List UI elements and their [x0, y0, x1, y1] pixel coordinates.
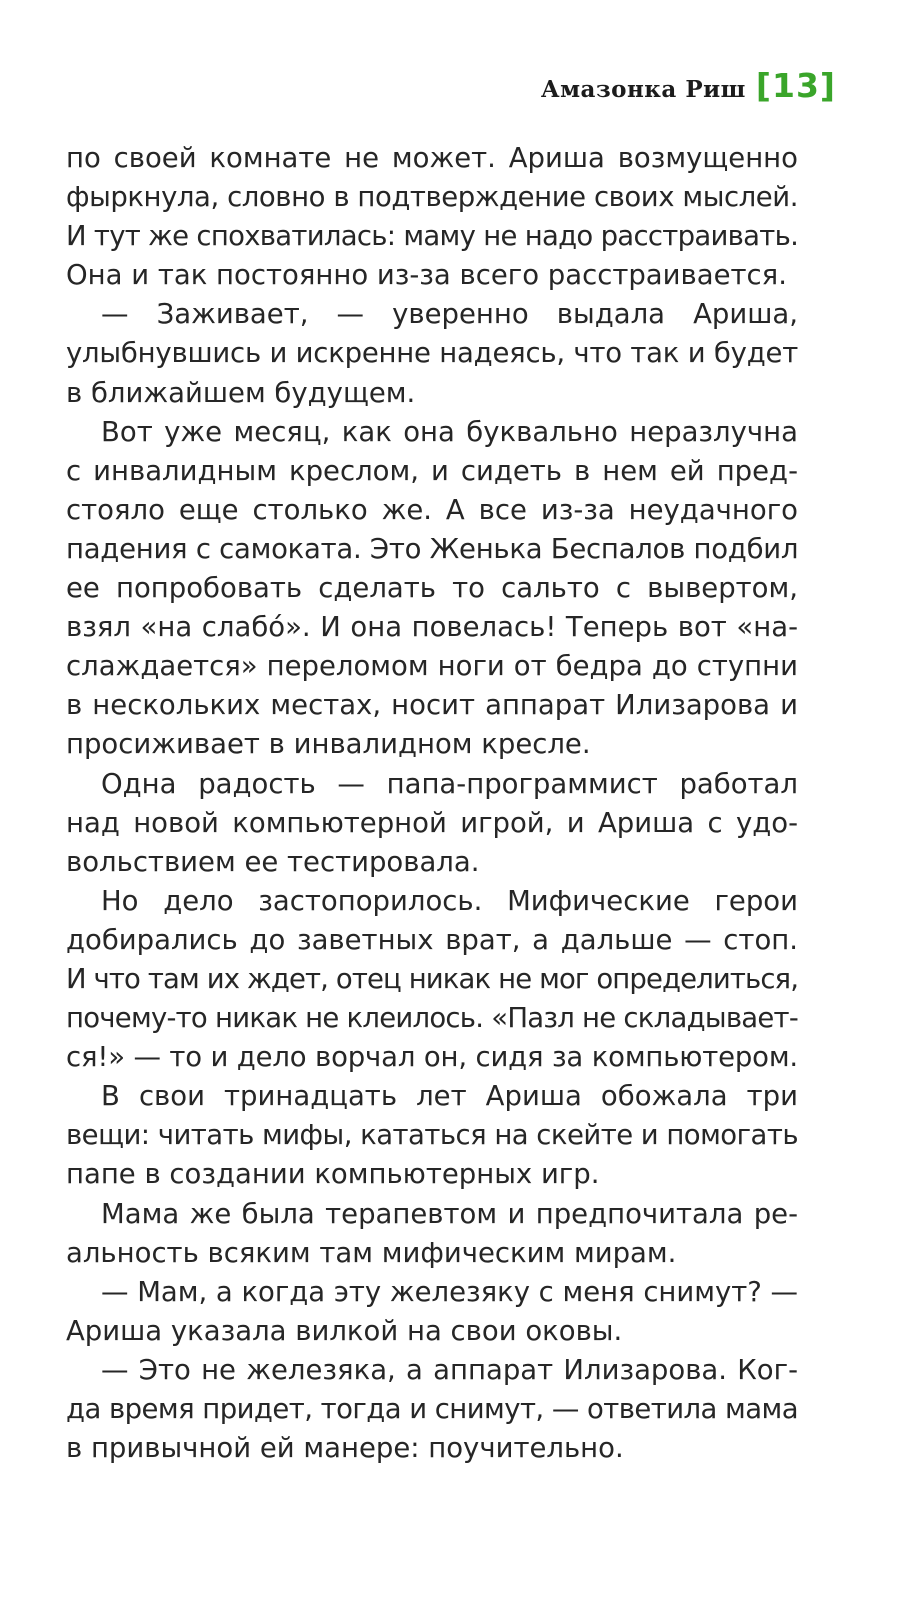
text-line: в ближайшем будущем. — [66, 376, 416, 409]
text-line: в привычной ей манере: поучительно. — [66, 1432, 624, 1465]
text-line: в нескольких местах, носит аппарат Илизарова и — [66, 689, 798, 722]
text-line: — Мам, а когда эту железяку с меня снимут? — — [101, 1275, 799, 1308]
text-line: Она и так постоянно из-за всего расстраивается. — [66, 259, 787, 292]
page-number: [13] — [755, 66, 836, 105]
text-line: добирались до заветных врат, а дальше — стоп. — [66, 923, 798, 956]
paragraph — [66, 1351, 798, 1468]
text-line: да время придет, тогда и снимут, — ответила мама — [66, 1393, 799, 1425]
running-header — [541, 66, 836, 106]
text-line: просиживает в инвалидном кресле. — [66, 728, 591, 761]
text-line: падения с самоката. Это Женька Беспалов подбил — [66, 532, 799, 565]
book-title: Амазонка Риш — [540, 76, 746, 103]
text-line: почему-то никак не клеилось. «Пазл не складывает- — [66, 1002, 798, 1035]
text-line: Но дело застопорилось. Мифические герои — [101, 884, 798, 917]
text-line: В свои тринадцать лет Ариша обожала три — [101, 1080, 798, 1113]
paragraph — [66, 413, 798, 765]
text-line: фыркнула, словно в подтверждение своих мыслей. — [66, 181, 798, 214]
text-line: Вот уже месяц, как она буквально неразлучна — [101, 415, 798, 448]
text-line: стояло еще столько же. А все из-за неудачного — [66, 493, 798, 526]
text-line: над новой компьютерной игрой, и Ариша с удо- — [66, 806, 798, 839]
body-text — [66, 139, 798, 1468]
paragraph — [66, 1195, 798, 1273]
text-line: И что там их ждет, отец никак не мог определиться, — [66, 962, 799, 995]
text-line: слаждается» переломом ноги от бедра до ступни — [66, 650, 798, 683]
text-line: — Это не железяка, а аппарат Илизарова. Ког- — [101, 1353, 798, 1386]
text-line: Мама же была терапевтом и предпочитала ре- — [101, 1197, 798, 1230]
paragraph — [66, 139, 798, 295]
text-line: — Заживает, — уверенно выдала Ариша, — [101, 298, 798, 331]
text-line: взял «на слабо́». И она повелась! Теперь вот «на- — [66, 611, 798, 644]
paragraph — [66, 1077, 798, 1194]
text-line: И тут же спохватилась: маму не надо расстраивать. — [66, 220, 799, 253]
text-line: Одна радость — папа-программист работал — [101, 767, 798, 800]
text-line: вольствием ее тестировала. — [66, 845, 480, 878]
paragraph — [66, 765, 798, 882]
text-line: по своей комнате не может. Ариша возмущенно — [66, 142, 798, 174]
text-line: Ариша указала вилкой на свои оковы. — [66, 1314, 623, 1347]
paragraph — [66, 1273, 798, 1351]
text-line: ее попробовать сделать то сальто с вывертом, — [66, 572, 798, 605]
text-line: вещи: читать мифы, кататься на скейте и помогать — [66, 1119, 799, 1152]
paragraph — [66, 295, 798, 412]
text-line: папе в создании компьютерных игр. — [66, 1158, 600, 1191]
text-line: с инвалидным креслом, и сидеть в нем ей пред- — [66, 454, 798, 487]
paragraph — [66, 882, 798, 1077]
text-line: альность всяким там мифическим мирам. — [66, 1236, 677, 1269]
text-line: ся!» — то и дело ворчал он, сидя за компьютером. — [66, 1041, 799, 1074]
text-line: улыбнувшись и искренне надеясь, что так и будет — [66, 337, 798, 370]
